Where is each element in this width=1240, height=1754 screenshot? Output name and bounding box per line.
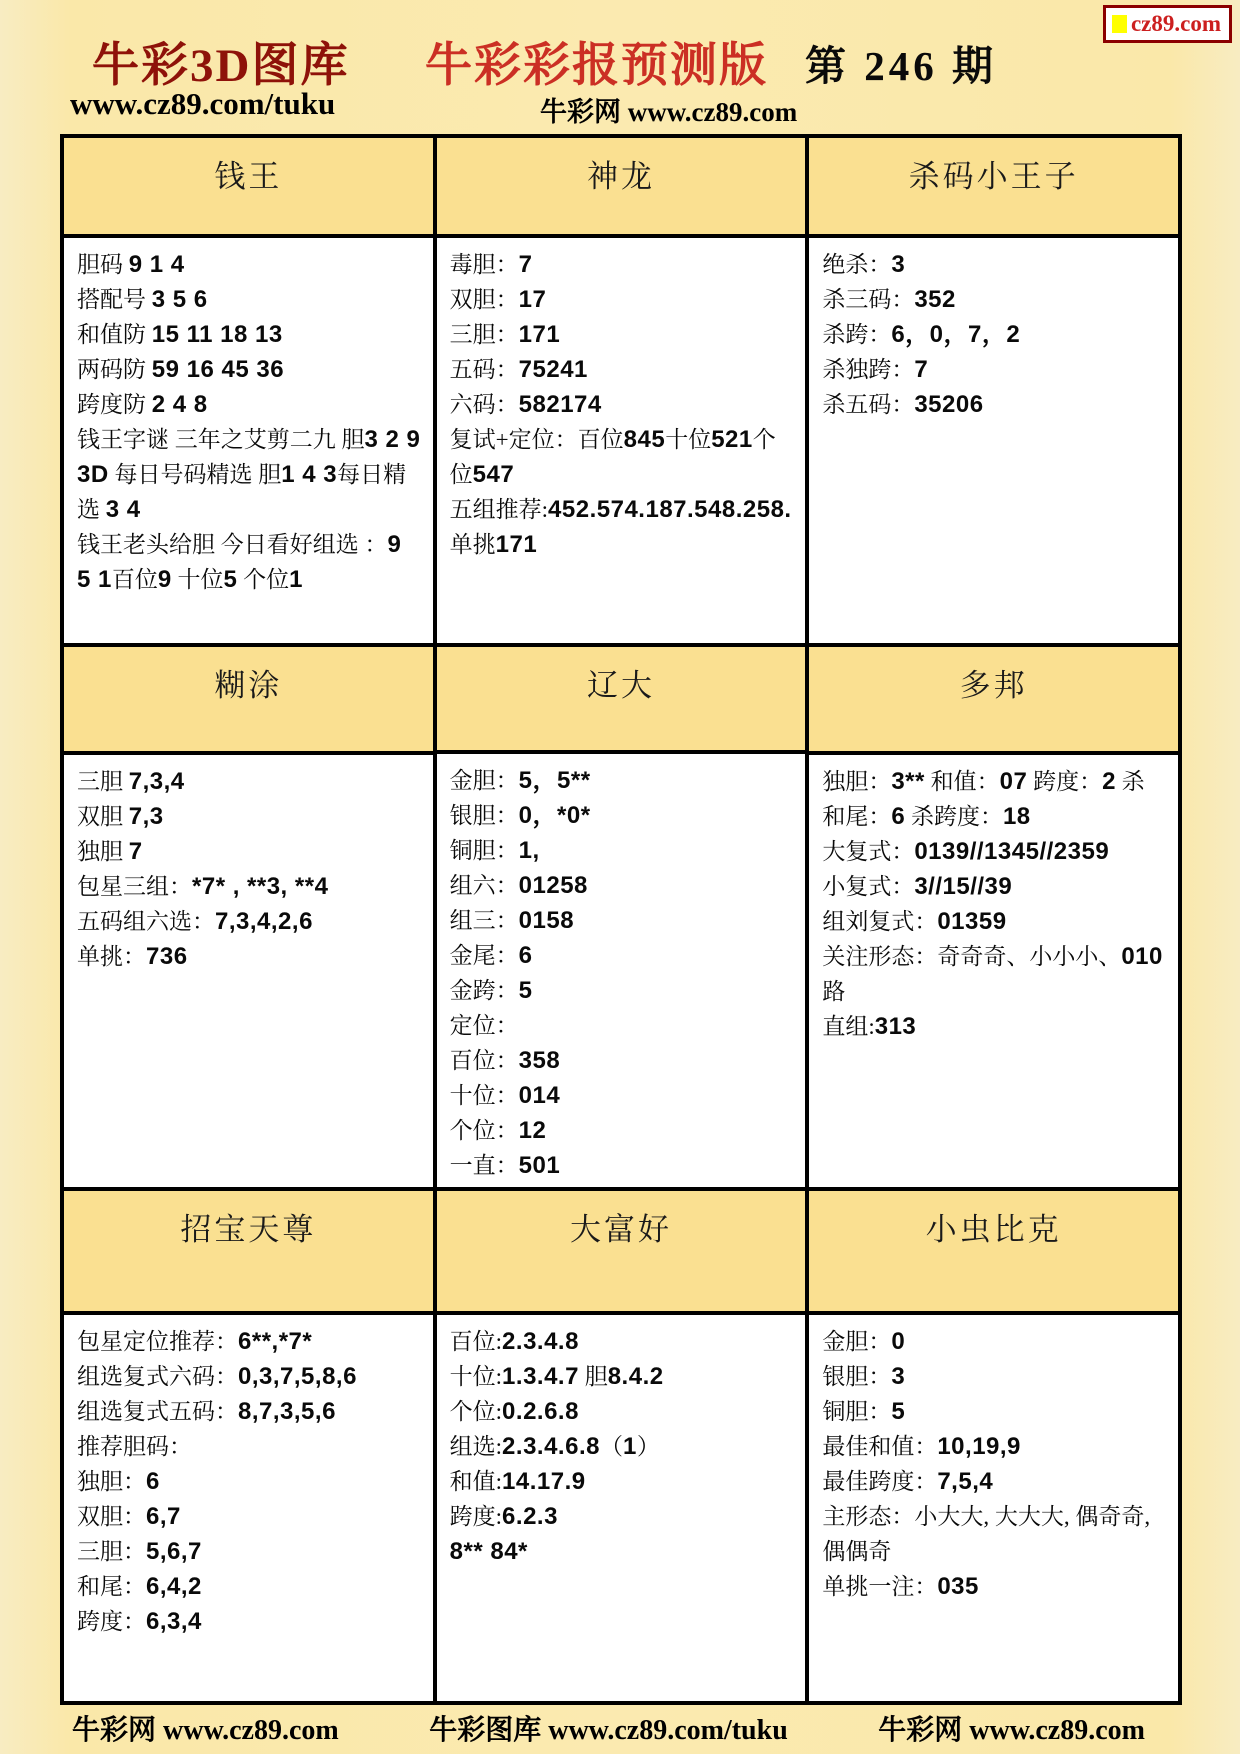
prediction-value: 452.574.187.548.258.: [548, 496, 792, 523]
prediction-label: 银胆：: [449, 803, 519, 828]
prediction-value: 5,6,7: [146, 1538, 202, 1565]
prediction-value: 9 1 4: [128, 251, 185, 278]
prediction-value: 7: [914, 356, 929, 383]
prediction-label: 金胆：: [449, 768, 519, 793]
prediction-label: 五码：: [449, 357, 519, 382]
prediction-value: 014: [518, 1082, 561, 1109]
badge-square-icon: [1112, 15, 1127, 33]
prediction-line: [77, 457, 421, 527]
prediction-label: 双胆: [77, 804, 129, 829]
prediction-label: 和值:: [449, 1469, 503, 1494]
prediction-label: 推荐胆码：: [77, 1434, 192, 1459]
prediction-label: 胆码: [77, 252, 129, 277]
panel-duobang: [809, 647, 1178, 1187]
prediction-line: [77, 1604, 421, 1639]
panel-body-liaoda: [437, 754, 806, 1187]
prediction-line: [450, 492, 794, 562]
site-url: 牛彩网 www.cz89.com: [540, 97, 798, 127]
panel-title-hutu: 糊涂: [64, 647, 433, 755]
prediction-line: [77, 422, 421, 457]
footer-site-left: 牛彩网 www.cz89.com: [72, 1715, 339, 1746]
prediction-label: 银胆：: [822, 1364, 892, 1389]
tuku-url: www.cz89.com/tuku: [70, 86, 336, 121]
prediction-line: [450, 1324, 794, 1359]
prediction-label: 三胆：: [449, 322, 519, 347]
prediction-value: 8.4.2: [607, 1363, 664, 1390]
prediction-value: 582174: [518, 391, 602, 418]
prediction-label: 一直：: [449, 1153, 519, 1178]
prediction-value: 6,3,4: [146, 1608, 202, 1635]
prediction-label: 独胆：: [77, 1469, 146, 1494]
prediction-grid: [60, 134, 1182, 1705]
prediction-line: [450, 282, 794, 317]
prediction-label: 单挑：: [77, 944, 146, 969]
panel-body-duobang: [809, 755, 1178, 1187]
prediction-value: 2: [1102, 768, 1116, 795]
prediction-value: 1: [289, 566, 303, 593]
prediction-label: 组三：: [449, 908, 519, 933]
prediction-value: 0: [891, 1328, 906, 1355]
panel-title-zhaobaotianzun: 招宝天尊: [64, 1191, 433, 1315]
prediction-value: 6: [146, 1468, 160, 1495]
prediction-value: 171: [518, 321, 561, 348]
prediction-value: 8,7,3,5,6: [238, 1398, 336, 1425]
prediction-label: 个位: [449, 427, 776, 487]
prediction-line: [822, 1324, 1166, 1359]
prediction-label: 跨度:: [449, 1504, 503, 1529]
prediction-value: 358: [518, 1047, 561, 1074]
prediction-label: 和尾：: [77, 1574, 146, 1599]
prediction-value: 0，*0*: [518, 802, 591, 829]
prediction-line: [822, 317, 1166, 352]
prediction-line: [822, 352, 1166, 387]
prediction-value: 7: [128, 838, 143, 865]
prediction-label: 组选复式五码：: [77, 1399, 238, 1424]
prediction-line: [450, 1429, 794, 1464]
prediction-value: 6,4,2: [146, 1573, 202, 1600]
prediction-label: 复试+定位：百位: [449, 427, 624, 452]
prediction-value: 0.2.6.8: [502, 1398, 579, 1425]
prediction-value: 1: [622, 1433, 637, 1460]
prediction-value: 6，0，7，2: [891, 321, 1021, 348]
prediction-line: [77, 939, 421, 974]
panel-title-qianwang: 钱王: [64, 138, 433, 238]
panel-qianwang: [64, 138, 433, 643]
prediction-line: [77, 869, 421, 904]
prediction-line: [77, 1394, 421, 1429]
panel-liaoda: [437, 647, 806, 1187]
prediction-line: [77, 1324, 421, 1359]
prediction-label: 单挑一注：: [822, 1574, 938, 1599]
prediction-value: 313: [874, 1013, 917, 1040]
issue-number: 第 246 期: [805, 43, 997, 89]
panel-title-duobang: 多邦: [809, 647, 1178, 755]
prediction-line: [450, 247, 794, 282]
site-badge: [1103, 5, 1232, 43]
prediction-value: 7,3: [128, 803, 164, 830]
prediction-label: 三胆：: [77, 1539, 146, 1564]
panel-title-xiaochongbike: 小虫比克: [809, 1191, 1178, 1315]
prediction-label: 双胆：: [449, 287, 519, 312]
panel-body-qianwang: [64, 238, 433, 643]
prediction-label: 杀三码：: [822, 287, 915, 312]
prediction-label: 和值：: [924, 769, 1000, 794]
prediction-value: 5: [223, 566, 238, 593]
prediction-value: 12: [518, 1117, 547, 1144]
panel-body-shenlong: [437, 238, 806, 643]
badge-text: cz89.com: [1130, 11, 1221, 36]
prediction-label: 百位：: [449, 1048, 519, 1073]
prediction-line: [822, 834, 1166, 869]
prediction-label: 和值防: [77, 322, 152, 347]
prediction-line: [450, 973, 794, 1008]
prediction-value: 171: [495, 531, 538, 558]
prediction-label: 组刘复式：: [822, 909, 938, 934]
prediction-label: 五组推荐:: [449, 497, 549, 522]
prediction-value: 5，5**: [518, 767, 591, 794]
prediction-line: [822, 764, 1166, 834]
prediction-label: 百位:: [449, 1329, 503, 1354]
prediction-value: 5: [891, 1398, 906, 1425]
prediction-value: 0158: [518, 907, 575, 934]
prediction-line: [450, 868, 794, 903]
prediction-line: [77, 317, 421, 352]
prediction-label: 主形态：小大大, 大大大, 偶奇奇, 偶偶奇: [822, 1504, 1151, 1564]
prediction-line: [77, 834, 421, 869]
prediction-label: 定位：: [449, 1013, 519, 1038]
prediction-line: [77, 1359, 421, 1394]
prediction-value: 3//15//39: [914, 873, 1013, 900]
panel-body-dafuhao: [437, 1315, 806, 1701]
prediction-line: [77, 904, 421, 939]
prediction-value: 9 5 1: [77, 531, 402, 593]
prediction-value: 501: [518, 1152, 561, 1179]
prediction-label: 十位: [665, 427, 712, 452]
prediction-label: 独胆：: [822, 769, 892, 794]
prediction-line: [77, 764, 421, 799]
panel-hutu: [64, 647, 433, 1187]
prediction-label: 杀跨：: [822, 322, 892, 347]
prediction-label: 最佳和值：: [822, 1434, 938, 1459]
prediction-line: [77, 247, 421, 282]
prediction-label: 路: [822, 979, 846, 1004]
prediction-line: [450, 387, 794, 422]
prediction-value: 3: [891, 251, 906, 278]
prediction-value: 0139//1345//2359: [914, 838, 1110, 865]
prediction-label: 十位：: [449, 1083, 519, 1108]
prediction-label: 跨度：: [1027, 769, 1103, 794]
prediction-label: 三胆: [77, 769, 129, 794]
prediction-value: 010: [1121, 943, 1163, 970]
prediction-value: 3**: [891, 768, 925, 795]
prediction-label: 胆: [578, 1364, 608, 1389]
prediction-line: [822, 1359, 1166, 1394]
prediction-label: 双胆：: [77, 1504, 146, 1529]
prediction-value: 6.2.3: [502, 1503, 558, 1530]
prediction-label: 钱王老头给胆 今日看好组选 ：: [77, 532, 388, 557]
prediction-label: 个位:: [449, 1399, 503, 1424]
prediction-value: 8** 84*: [449, 1538, 528, 1565]
prediction-value: 6: [891, 803, 906, 830]
prediction-label: 单挑: [449, 532, 496, 557]
prediction-line: [77, 282, 421, 317]
prediction-label: 关注形态：奇奇奇、小小小、: [822, 944, 1122, 969]
prediction-line: [77, 1429, 421, 1464]
prediction-value: 3D: [77, 461, 109, 488]
prediction-line: [77, 387, 421, 422]
prediction-label: 跨度：: [77, 1609, 146, 1634]
prediction-label: 组六：: [449, 873, 519, 898]
prediction-value: 2 4 8: [151, 391, 208, 418]
prediction-value: 5: [518, 977, 533, 1004]
prediction-label: 包星定位推荐：: [77, 1329, 238, 1354]
prediction-label: 铜胆：: [449, 838, 519, 863]
prediction-line: [822, 247, 1166, 282]
prediction-label: 组选复式六码：: [77, 1364, 238, 1389]
prediction-line: [450, 1359, 794, 1394]
prediction-line: [450, 1464, 794, 1499]
panel-title-dafuhao: 大富好: [437, 1191, 806, 1315]
panel-body-hutu: [64, 755, 433, 1187]
prediction-label: 每日精选: [77, 462, 407, 522]
prediction-line: [450, 1113, 794, 1148]
panel-body-zhaobaotianzun: [64, 1315, 433, 1701]
prediction-line: [450, 1043, 794, 1078]
footer-tuku-center: 牛彩图库 www.cz89.com/tuku: [429, 1715, 788, 1746]
panel-body-xiaochongbike: [809, 1315, 1178, 1701]
prediction-label: 个位: [237, 567, 290, 592]
prediction-line: [77, 1499, 421, 1534]
prediction-line: [450, 1534, 794, 1569]
prediction-value: 521: [711, 426, 753, 453]
prediction-value: 6,7: [146, 1503, 181, 1530]
prediction-label: 十位:: [449, 1364, 503, 1389]
prediction-line: [77, 1464, 421, 1499]
prediction-line: [822, 869, 1166, 904]
panel-title-liaoda: 辽大: [437, 647, 806, 754]
prediction-label: 杀五码：: [822, 392, 915, 417]
prediction-value: 2.3.4.8: [502, 1328, 579, 1355]
prediction-line: [450, 798, 794, 833]
prediction-line: [77, 1534, 421, 1569]
panel-dafuhao: [437, 1191, 806, 1701]
prediction-value: 7,3,4,2,6: [215, 908, 313, 935]
prediction-label: 跨度防: [77, 392, 152, 417]
prediction-label: 包星三组：: [77, 874, 192, 899]
prediction-label: 铜胆：: [822, 1399, 892, 1424]
prediction-line: [822, 1429, 1166, 1464]
prediction-label: 搭配号: [77, 287, 152, 312]
footer-site-right: 牛彩网 www.cz89.com: [878, 1715, 1145, 1746]
prediction-value: 1 4 3: [281, 461, 338, 488]
prediction-value: 6**,*7*: [238, 1328, 313, 1355]
prediction-value: 59 16 45 36: [151, 356, 285, 383]
panel-xiaochongbike: [809, 1191, 1178, 1701]
prediction-label: 独胆: [77, 839, 129, 864]
panel-title-shenlong: 神龙: [437, 138, 806, 238]
prediction-label: 五码组六选：: [77, 909, 215, 934]
prediction-label: 绝杀：: [822, 252, 892, 277]
prediction-label: 金跨：: [449, 978, 519, 1003]
footer: [0, 1708, 1240, 1748]
prediction-line: [450, 833, 794, 868]
prediction-value: 17: [518, 286, 547, 313]
prediction-line: [450, 1394, 794, 1429]
prediction-line: [822, 1394, 1166, 1429]
prediction-value: 75241: [518, 356, 588, 383]
prediction-line: [822, 904, 1166, 939]
prediction-line: [450, 422, 794, 492]
edition-title: 牛彩彩报预测版: [425, 40, 768, 92]
prediction-value: 845: [623, 426, 666, 453]
prediction-value: 07: [999, 768, 1028, 795]
prediction-line: [450, 1008, 794, 1043]
prediction-label: 每日号码精选 胆: [108, 462, 282, 487]
prediction-line: [450, 763, 794, 798]
prediction-label: 杀跨度：: [905, 804, 1003, 829]
prediction-line: [822, 1569, 1166, 1604]
prediction-line: [822, 1464, 1166, 1499]
prediction-value: 18: [1002, 803, 1031, 830]
prediction-value: 14.17.9: [502, 1468, 586, 1495]
panel-shamaxiaowangzi: [809, 138, 1178, 643]
prediction-line: [822, 1009, 1166, 1044]
prediction-label: 杀独跨：: [822, 357, 915, 382]
prediction-line: [450, 317, 794, 352]
prediction-label: 大复式：: [822, 839, 915, 864]
prediction-value: 3 4: [105, 496, 141, 523]
prediction-label: 组选:: [449, 1434, 503, 1459]
prediction-value: 2.3.4.6.8: [502, 1433, 600, 1460]
prediction-line: [77, 799, 421, 834]
prediction-value: 3 2 9: [364, 426, 421, 453]
prediction-line: [822, 387, 1166, 422]
prediction-value: 1,: [518, 837, 540, 864]
prediction-value: 7: [518, 251, 533, 278]
prediction-value: 3: [891, 1363, 906, 1390]
prediction-line: [450, 1499, 794, 1534]
prediction-value: 547: [472, 461, 515, 488]
prediction-line: [450, 352, 794, 387]
prediction-line: [77, 352, 421, 387]
prediction-line: [450, 903, 794, 938]
prediction-value: 01258: [518, 872, 588, 899]
prediction-value: 15 11 18 13: [151, 321, 283, 348]
prediction-value: 3 5 6: [151, 286, 208, 313]
prediction-value: 736: [146, 943, 188, 970]
prediction-label: 六码：: [449, 392, 519, 417]
prediction-value: *7* , **3, **4: [192, 873, 329, 900]
prediction-value: 10,19,9: [937, 1433, 1021, 1460]
prediction-label: ）: [636, 1434, 660, 1459]
prediction-line: [822, 939, 1166, 1009]
panel-shenlong: [437, 138, 806, 643]
prediction-value: 0,3,7,5,8,6: [238, 1363, 357, 1390]
prediction-value: 9: [157, 566, 172, 593]
prediction-label: 杀和尾：: [822, 769, 1145, 829]
prediction-label: 最佳跨度：: [822, 1469, 938, 1494]
prediction-label: 钱王字谜 三年之艾剪二九 胆: [77, 427, 365, 452]
brand-title: 牛彩3D图库: [92, 40, 350, 92]
prediction-label: 百位: [111, 567, 158, 592]
prediction-value: 01359: [937, 908, 1007, 935]
prediction-label: 十位: [171, 567, 224, 592]
prediction-line: [77, 527, 421, 597]
prediction-value: 035: [937, 1573, 979, 1600]
prediction-line: [822, 282, 1166, 317]
prediction-value: 352: [914, 286, 956, 313]
prediction-value: 7,3,4: [128, 768, 185, 795]
prediction-line: [450, 1148, 794, 1183]
prediction-label: 直组:: [822, 1014, 875, 1039]
prediction-line: [450, 1078, 794, 1113]
prediction-label: 金尾：: [449, 943, 519, 968]
prediction-label: （: [599, 1434, 623, 1459]
prediction-label: 两码防: [77, 357, 152, 382]
prediction-label: 小复式：: [822, 874, 915, 899]
prediction-label: 金胆：: [822, 1329, 892, 1354]
prediction-line: [77, 1569, 421, 1604]
prediction-value: 35206: [914, 391, 984, 418]
panel-title-shamaxiaowangzi: 杀码小王子: [809, 138, 1178, 238]
prediction-line: [450, 938, 794, 973]
prediction-value: 6: [518, 942, 533, 969]
prediction-label: 个位：: [449, 1118, 519, 1143]
prediction-value: 7,5,4: [937, 1468, 994, 1495]
panel-zhaobaotianzun: [64, 1191, 433, 1701]
panel-body-shamaxiaowangzi: [809, 238, 1178, 643]
prediction-label: 毒胆：: [449, 252, 519, 277]
prediction-line: [822, 1499, 1166, 1569]
prediction-value: 1.3.4.7: [502, 1363, 579, 1390]
